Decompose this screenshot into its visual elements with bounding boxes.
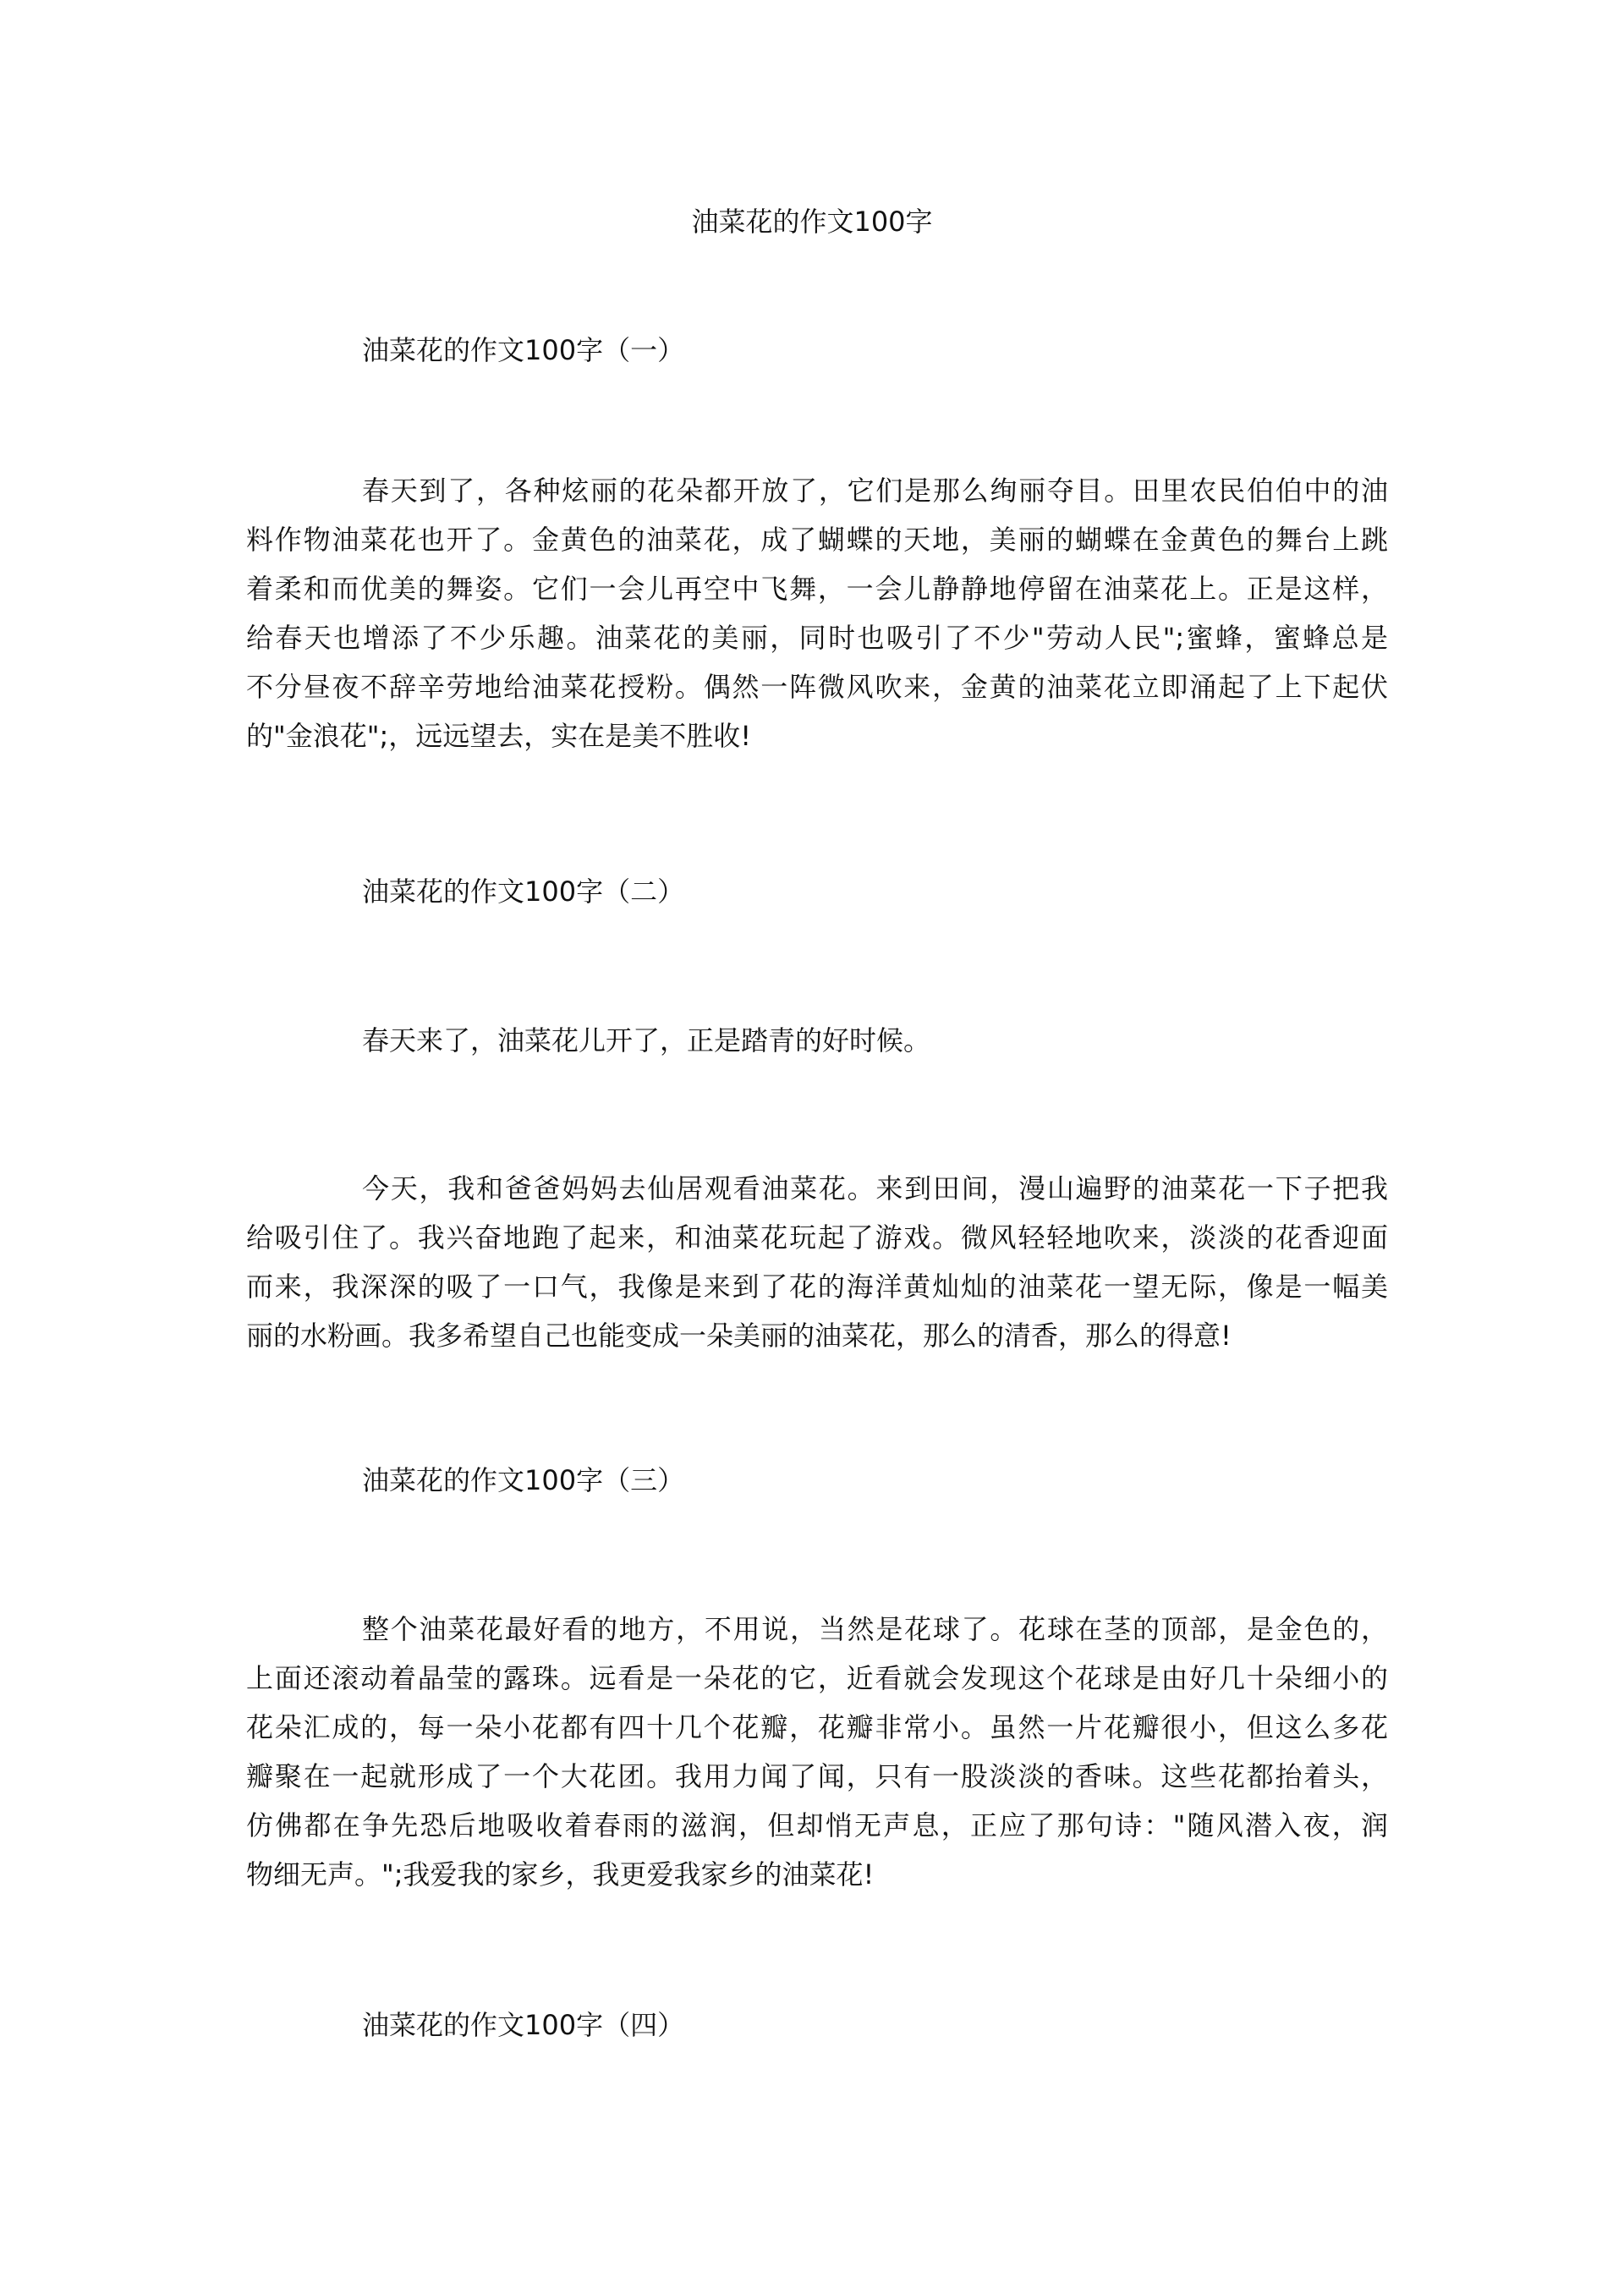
paragraph-line: 丽的水粉画。我多希望自己也能变成一朵美丽的油菜花，那么的清香，那么的得意! <box>246 1320 1232 1352</box>
paragraph <box>246 466 1388 760</box>
paragraph-line: 上面还滚动着晶莹的露珠。远看是一朵花的它，近看就会发现这个花球是由好几十朵细小的 <box>246 1662 1388 1694</box>
section-heading-1: 油菜花的作文100字（一） <box>362 334 685 366</box>
paragraph-line: 给春天也增添了不少乐趣。油菜花的美丽，同时也吸引了不少"劳动人民";蜜蜂，蜜蜂总是 <box>246 622 1388 654</box>
paragraph-line: 的"金浪花";，远远望去，实在是美不胜收! <box>246 720 752 752</box>
paragraph-line: 着柔和而优美的舞姿。它们一会儿再空中飞舞，一会儿静静地停留在油菜花上。正是这样， <box>246 573 1388 605</box>
paragraph-line: 而来，我深深的吸了一口气，我像是来到了花的海洋黄灿灿的油菜花一望无际，像是一幅美 <box>246 1270 1388 1303</box>
paragraph-line: 花朵汇成的，每一朵小花都有四十几个花瓣，花瓣非常小。虽然一片花瓣很小，但这么多花 <box>246 1711 1388 1743</box>
paragraph-line: 仿佛都在争先恐后地吸收着春雨的滋润，但却悄无声息，正应了那句诗："随风潜入夜，润 <box>246 1809 1388 1841</box>
paragraph-line: 物细无声。";我爱我的家乡，我更爱我家乡的油菜花! <box>246 1858 875 1891</box>
paragraph-line: 料作物油菜花也开了。金黄色的油菜花，成了蝴蝶的天地，美丽的蝴蝶在金黄色的舞台上跳 <box>246 524 1388 556</box>
section-heading-4: 油菜花的作文100字（四） <box>362 2009 685 2041</box>
paragraph-line: 瓣聚在一起就形成了一个大花团。我用力闻了闻，只有一股淡淡的香味。这些花都抬着头， <box>246 1760 1388 1792</box>
paragraph-line: 春天到了，各种炫丽的花朵都开放了，它们是那么绚丽夺目。田里农民伯伯中的油 <box>362 475 1388 507</box>
section-heading-3: 油菜花的作文100字（三） <box>362 1464 685 1496</box>
paragraph-line: 给吸引住了。我兴奋地跑了起来，和油菜花玩起了游戏。微风轻轻地吹来，淡淡的花香迎面 <box>246 1221 1388 1254</box>
paragraph-line: 春天来了，油菜花儿开了，正是踏青的好时候。 <box>362 1024 931 1056</box>
document-title: 油菜花的作文100字 <box>691 206 933 238</box>
paragraph-line: 不分昼夜不辞辛劳地给油菜花授粉。偶然一阵微风吹来，金黄的油菜花立即涌起了上下起伏 <box>246 671 1388 703</box>
paragraph-line: 今天，我和爸爸妈妈去仙居观看油菜花。来到田间，漫山遍野的油菜花一下子把我 <box>362 1172 1388 1205</box>
paragraph <box>246 1016 1388 1065</box>
paragraph-line: 整个油菜花最好看的地方，不用说，当然是花球了。花球在茎的顶部，是金色的， <box>362 1613 1388 1645</box>
section-heading-2: 油菜花的作文100字（二） <box>362 875 685 908</box>
paragraph <box>246 1164 1388 1360</box>
paragraph <box>246 1605 1388 1899</box>
